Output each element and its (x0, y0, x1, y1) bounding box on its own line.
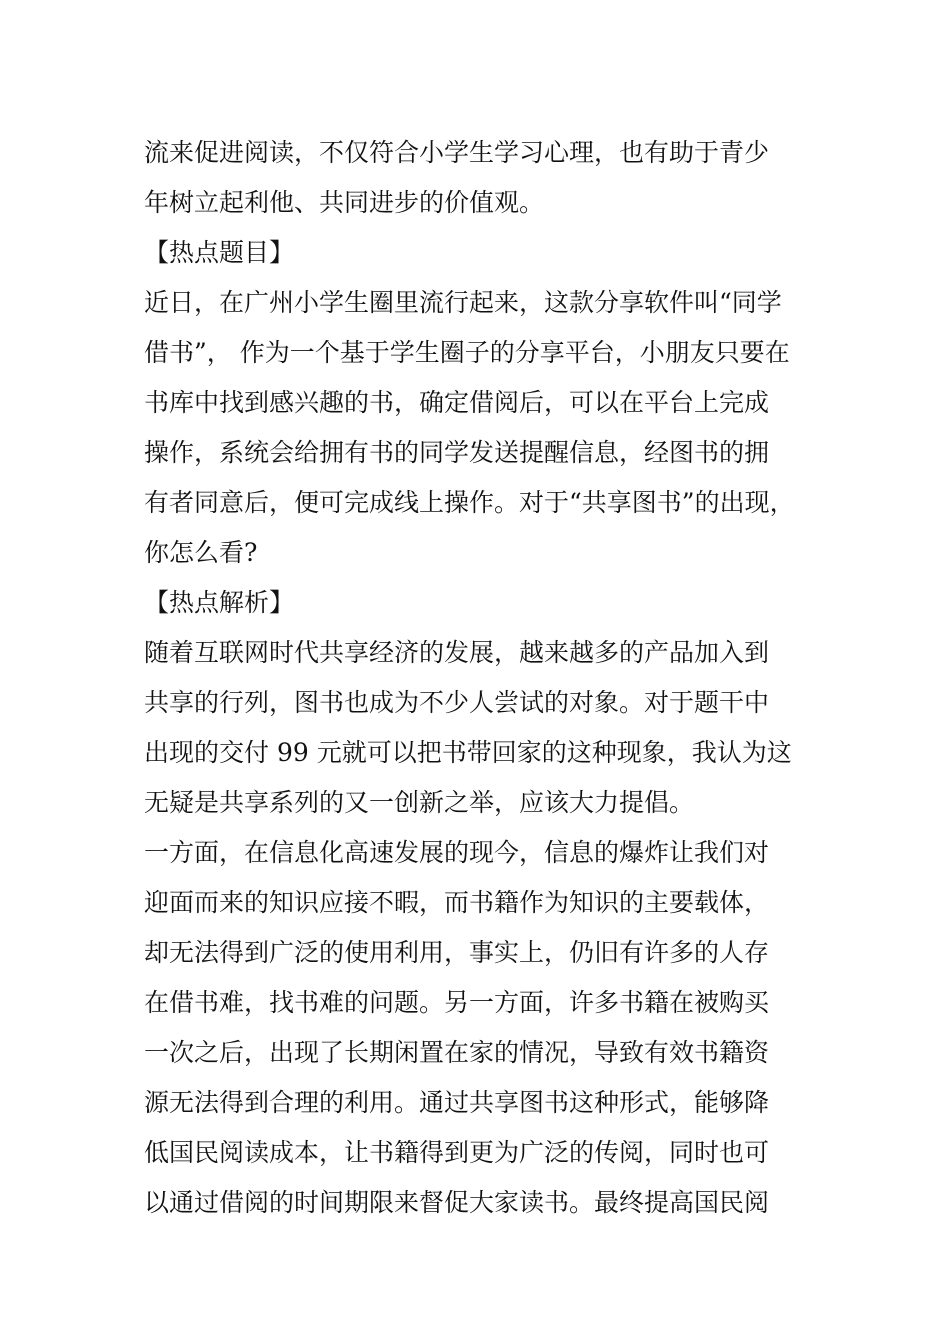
text-line: 操作，系统会给拥有书的同学发送提醒信息，经图书的拥 (144, 438, 770, 467)
section-heading: 【热点解析】 (144, 588, 295, 617)
text-line: 借书”， 作为一个基于学生圈子的分享平台，小朋友只要在 (144, 338, 790, 367)
text-line: 年树立起利他、共同进步的价值观。 (144, 188, 545, 217)
body-text (144, 128, 809, 1228)
text-line: 以通过借阅的时间期限来督促大家读书。最终提高国民阅 (144, 1188, 770, 1217)
text-line: 你怎么看? (144, 538, 258, 567)
text-line: 流来促进阅读，不仅符合小学生学习心理，也有助于青少 (144, 138, 770, 167)
text-line: 却无法得到广泛的使用利用，事实上，仍旧有许多的人存 (144, 938, 770, 967)
text-line: 近日，在广州小学生圈里流行起来，这款分享软件叫“同学 (144, 288, 782, 317)
text-line: 有者同意后，便可完成线上操作。对于“共享图书”的出现， (144, 488, 795, 517)
text-line: 随着互联网时代共享经济的发展，越来越多的产品加入到 (144, 638, 770, 667)
text-line: 迎面而来的知识应接不暇，而书籍作为知识的主要载体， (144, 888, 770, 917)
text-line: 无疑是共享系列的又一创新之举，应该大力提倡。 (144, 788, 695, 817)
text-line: 一次之后，出现了长期闲置在家的情况，导致有效书籍资 (144, 1038, 770, 1067)
text-line: 一方面，在信息化高速发展的现今，信息的爆炸让我们对 (144, 838, 770, 867)
text-line: 低国民阅读成本，让书籍得到更为广泛的传阅，同时也可 (144, 1138, 770, 1167)
text-line: 在借书难，找书难的问题。另一方面，许多书籍在被购买 (144, 988, 770, 1017)
section-heading: 【热点题目】 (144, 238, 295, 267)
text-line: 共享的行列，图书也成为不少人尝试的对象。对于题干中 (144, 688, 770, 717)
text-line: 书库中找到感兴趣的书，确定借阅后，可以在平台上完成 (144, 388, 770, 417)
text-line: 出现的交付 99 元就可以把书带回家的这种现象，我认为这 (144, 738, 792, 767)
text-line: 源无法得到合理的利用。通过共享图书这种形式，能够降 (144, 1088, 770, 1117)
